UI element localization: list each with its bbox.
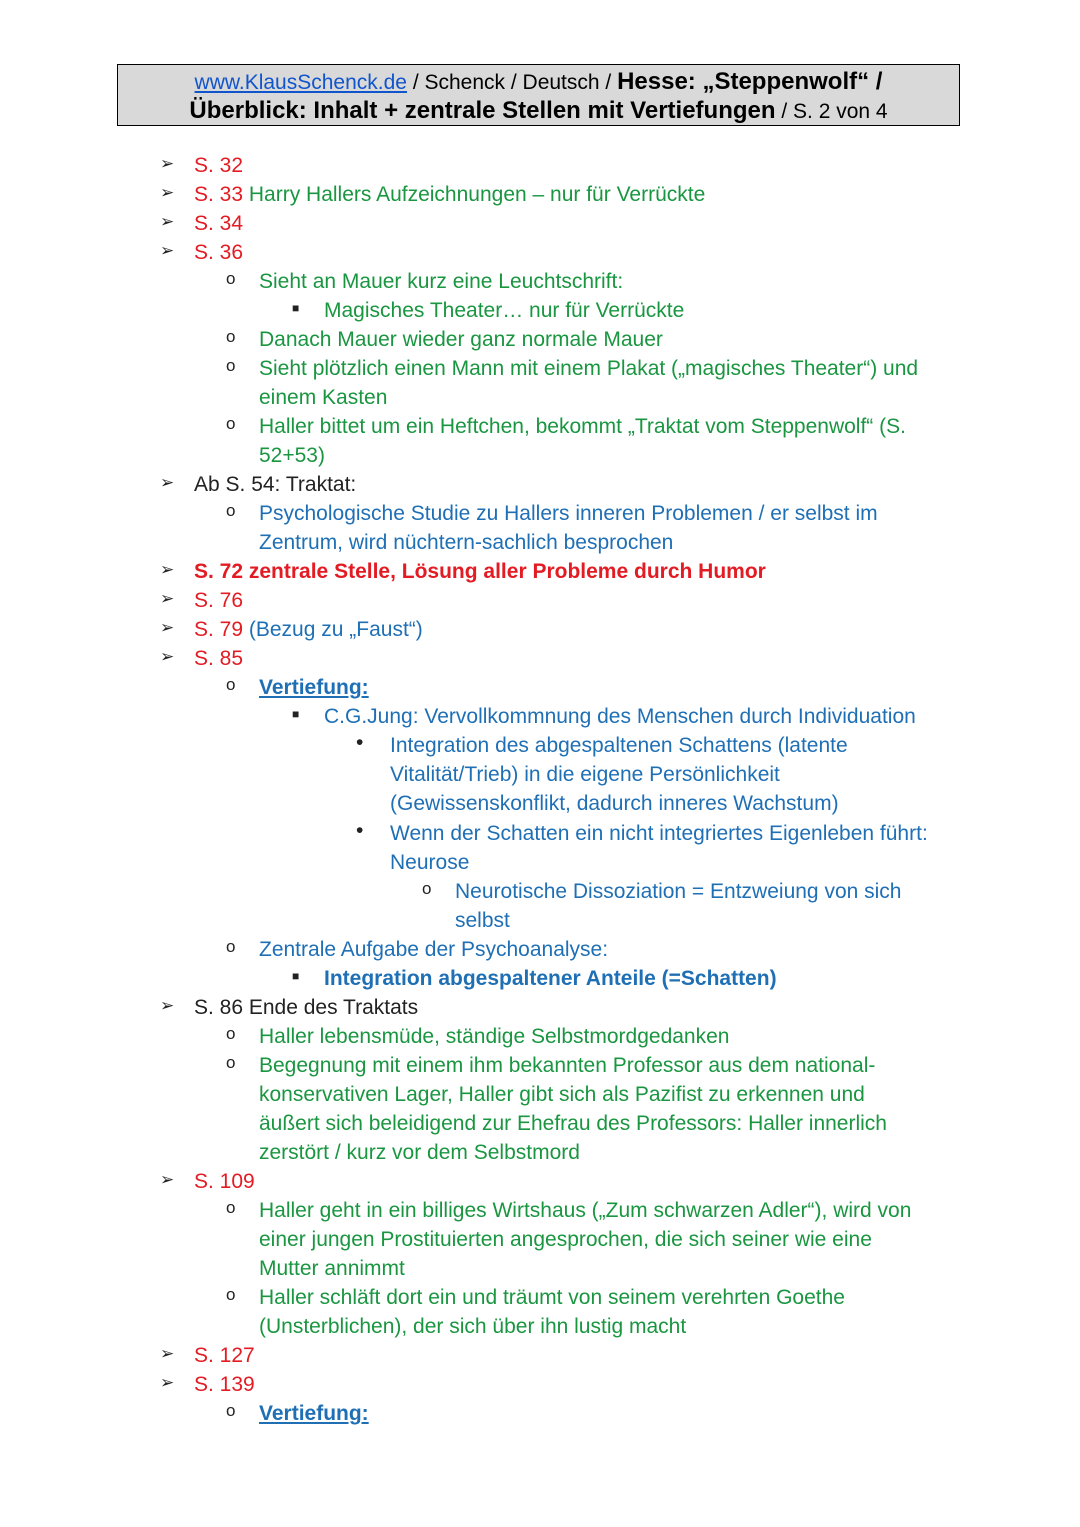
- list-item-continuation: einem Kasten: [259, 386, 388, 409]
- circle-bullet-icon: o: [226, 1053, 236, 1072]
- arrow-bullet-icon: ➢: [160, 473, 175, 492]
- list-item: Wenn der Schatten ein nicht integriertes Eigenleben führt:: [390, 822, 928, 845]
- list-item: S. 36: [194, 241, 244, 264]
- arrow-bullet-icon: ➢: [160, 618, 175, 637]
- document-header: [117, 64, 960, 126]
- list-item: C.G.Jung: Vervollkommnung des Menschen durch Individuation: [324, 705, 916, 728]
- arrow-bullet-icon: ➢: [160, 560, 175, 579]
- list-item: S. 76: [194, 589, 244, 612]
- arrow-bullet-icon: ➢: [160, 589, 175, 608]
- vertiefung-heading: Vertiefung:: [259, 676, 369, 699]
- header-line-1: [118, 68, 959, 97]
- list-item-continuation: äußert sich beleidigend zur Ehefrau des Professors: Haller innerlich: [259, 1112, 887, 1135]
- header-title: Hesse: „Steppenwolf“ /: [617, 68, 883, 95]
- list-item-continuation: selbst: [455, 909, 510, 932]
- list-item-continuation: einer jungen Prostituierten angesprochen, die sich seiner wie eine: [259, 1228, 872, 1251]
- list-item-continuation: zerstört / kurz vor dem Selbstmord: [259, 1141, 580, 1164]
- list-item: [194, 180, 705, 209]
- list-item-continuation: konservativen Lager, Haller gibt sich als Pazifist zu erkennen und: [259, 1083, 865, 1106]
- circle-bullet-icon: o: [226, 414, 236, 433]
- list-item-continuation: Zentrum, wird nüchtern-sachlich besprochen: [259, 531, 674, 554]
- item-text: Harry Hallers Aufzeichnungen – nur für Verrückte: [243, 183, 706, 206]
- square-bullet-icon: ■: [292, 301, 300, 315]
- site-link[interactable]: www.KlausSchenck.de: [194, 71, 407, 94]
- list-item: Ab S. 54: Traktat:: [194, 473, 357, 496]
- list-item: S. 86 Ende des Traktats: [194, 996, 419, 1019]
- circle-bullet-icon: o: [226, 1198, 236, 1217]
- list-item: Zentrale Aufgabe der Psychoanalyse:: [259, 938, 609, 961]
- circle-bullet-icon: o: [226, 501, 236, 520]
- list-item: Haller schläft dort ein und träumt von seinem verehrten Goethe: [259, 1286, 845, 1309]
- vertiefung-heading: Vertiefung:: [259, 1402, 369, 1425]
- arrow-bullet-icon: ➢: [160, 1170, 175, 1189]
- list-item-continuation: Mutter annimmt: [259, 1257, 405, 1280]
- list-item: S. 127: [194, 1344, 255, 1367]
- list-item-continuation: 52+53): [259, 444, 325, 467]
- list-item: S. 34: [194, 212, 244, 235]
- circle-bullet-icon: o: [226, 327, 236, 346]
- list-item-continuation: (Unsterblichen), der sich über ihn lustig macht: [259, 1315, 687, 1338]
- list-item-highlight: S. 72 zentrale Stelle, Lösung aller Probleme durch Humor: [194, 560, 766, 583]
- arrow-bullet-icon: ➢: [160, 154, 175, 173]
- list-item-highlight: Integration abgespaltener Anteile (=Schatten): [324, 967, 777, 990]
- list-item: Sieht an Mauer kurz eine Leuchtschrift:: [259, 270, 624, 293]
- header-breadcrumb: / Schenck / Deutsch /: [406, 71, 618, 94]
- arrow-bullet-icon: ➢: [160, 647, 175, 666]
- list-item: S. 109: [194, 1170, 255, 1193]
- page-indicator: / S. 2 von 4: [775, 100, 888, 123]
- list-item: Haller bittet um ein Heftchen, bekommt „Traktat vom Steppenwolf“ (S.: [259, 415, 906, 438]
- dot-bullet-icon: •: [356, 731, 364, 754]
- arrow-bullet-icon: ➢: [160, 1344, 175, 1363]
- circle-bullet-icon: o: [226, 675, 236, 694]
- list-item: Begegnung mit einem ihm bekannten Professor aus dem national-: [259, 1054, 876, 1077]
- list-item: Danach Mauer wieder ganz normale Mauer: [259, 328, 663, 351]
- circle-bullet-icon: o: [422, 879, 432, 898]
- arrow-bullet-icon: ➢: [160, 212, 175, 231]
- item-text: (Bezug zu „Faust“): [243, 618, 423, 641]
- header-subtitle: Überblick: Inhalt + zentrale Stellen mit Vertiefungen: [189, 97, 776, 124]
- list-item: S. 32: [194, 154, 244, 177]
- list-item-continuation: Vitalität/Trieb) in die eigene Persönlichkeit: [390, 763, 780, 786]
- list-item: Haller geht in ein billiges Wirtshaus („Zum schwarzen Adler“), wird von: [259, 1199, 912, 1222]
- header-line-2: [118, 97, 959, 126]
- circle-bullet-icon: o: [226, 937, 236, 956]
- arrow-bullet-icon: ➢: [160, 1373, 175, 1392]
- page-ref: S. 79: [194, 618, 244, 641]
- list-item-continuation: (Gewissenskonflikt, dadurch inneres Wachstum): [390, 792, 839, 815]
- list-item: Haller lebensmüde, ständige Selbstmordgedanken: [259, 1025, 730, 1048]
- circle-bullet-icon: o: [226, 356, 236, 375]
- dot-bullet-icon: •: [356, 819, 364, 842]
- square-bullet-icon: ■: [292, 969, 300, 983]
- circle-bullet-icon: o: [226, 269, 236, 288]
- list-item: S. 139: [194, 1373, 255, 1396]
- page-ref: S. 33: [194, 183, 244, 206]
- list-item: [194, 615, 423, 644]
- arrow-bullet-icon: ➢: [160, 241, 175, 260]
- list-item: Integration des abgespaltenen Schattens (latente: [390, 734, 848, 757]
- arrow-bullet-icon: ➢: [160, 996, 175, 1015]
- list-item-continuation: Neurose: [390, 851, 470, 874]
- list-item: Psychologische Studie zu Hallers inneren Problemen / er selbst im: [259, 502, 878, 525]
- circle-bullet-icon: o: [226, 1024, 236, 1043]
- circle-bullet-icon: o: [226, 1401, 236, 1420]
- list-item: Sieht plötzlich einen Mann mit einem Plakat („magisches Theater“) und: [259, 357, 919, 380]
- circle-bullet-icon: o: [226, 1285, 236, 1304]
- square-bullet-icon: ■: [292, 707, 300, 721]
- list-item: S. 85: [194, 647, 244, 670]
- list-item: Magisches Theater… nur für Verrückte: [324, 299, 685, 322]
- arrow-bullet-icon: ➢: [160, 183, 175, 202]
- list-item: Neurotische Dissoziation = Entzweiung von sich: [455, 880, 902, 903]
